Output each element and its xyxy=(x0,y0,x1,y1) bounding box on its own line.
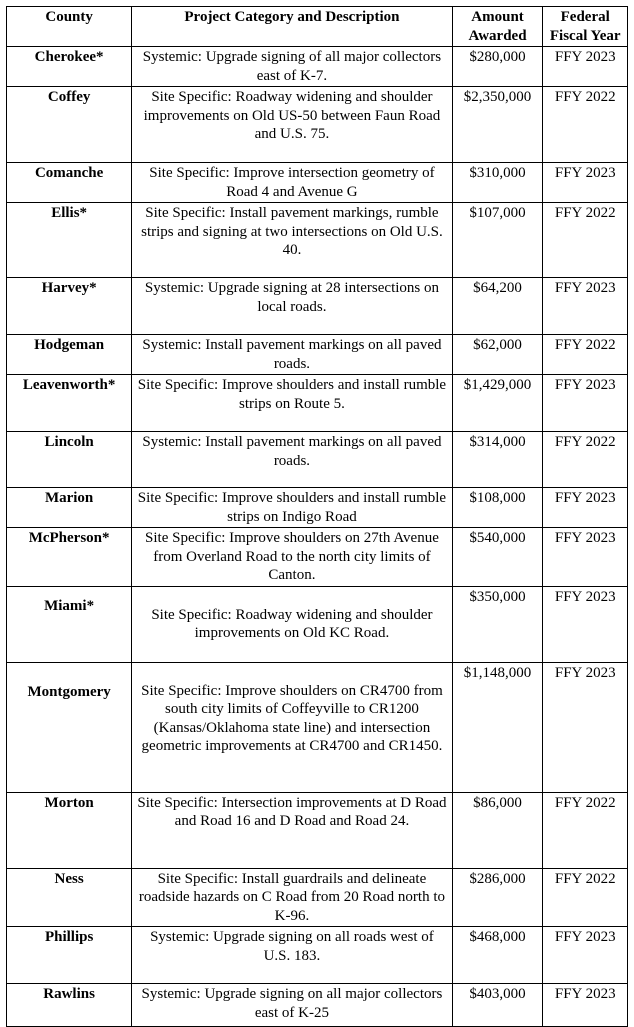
description-cell: Systemic: Upgrade signing on all major collectors east of K-25 xyxy=(132,984,452,1027)
description-cell: Site Specific: Improve shoulders and install rumble strips on Route 5. xyxy=(132,375,452,432)
year-cell: FFY 2023 xyxy=(543,278,628,335)
table-row xyxy=(7,927,628,984)
table-row xyxy=(7,662,628,792)
county-cell: Coffey xyxy=(7,87,132,163)
description-cell: Systemic: Upgrade signing on all roads west of U.S. 183. xyxy=(132,927,452,984)
table-row xyxy=(7,432,628,488)
table-row xyxy=(7,528,628,587)
description-cell: Systemic: Install pavement markings on all paved roads. xyxy=(132,432,452,488)
description-cell: Systemic: Upgrade signing at 28 intersections on local roads. xyxy=(132,278,452,335)
year-cell: FFY 2023 xyxy=(543,488,628,528)
county-cell: Comanche xyxy=(7,163,132,203)
description-cell: Site Specific: Improve intersection geometry of Road 4 and Avenue G xyxy=(132,163,452,203)
description-cell: Site Specific: Improve shoulders on 27th Avenue from Overland Road to the north city limits of Canton. xyxy=(132,528,452,587)
county-cell: Harvey* xyxy=(7,278,132,335)
county-cell: Marion xyxy=(7,488,132,528)
year-cell: FFY 2023 xyxy=(543,586,628,662)
amount-cell: $310,000 xyxy=(452,163,543,203)
header-description: Project Category and Description xyxy=(132,7,452,47)
amount-cell: $2,350,000 xyxy=(452,87,543,163)
description-cell xyxy=(132,586,452,662)
amount-cell: $286,000 xyxy=(452,868,543,927)
description-text: Site Specific: Improve shoulders on CR4700 from south city limits of Coffeyville to CR1200 (Kansas/Oklahoma state line) and intersection geometric improvements at CR4700 and CR1450. xyxy=(141,682,443,754)
table-row xyxy=(7,586,628,662)
table-row xyxy=(7,163,628,203)
table-row xyxy=(7,87,628,163)
county-cell: Morton xyxy=(7,792,132,868)
table-row xyxy=(7,375,628,432)
description-cell: Site Specific: Install pavement markings, rumble strips and signing at two intersections on Old U.S. 40. xyxy=(132,203,452,278)
description-cell: Systemic: Install pavement markings on all paved roads. xyxy=(132,335,452,375)
county-cell: Montgomery xyxy=(7,662,132,792)
amount-cell: $64,200 xyxy=(452,278,543,335)
amount-cell: $403,000 xyxy=(452,984,543,1027)
description-text: Site Specific: Roadway widening and shoulder improvements on Old KC Road. xyxy=(151,606,433,641)
amount-cell: $62,000 xyxy=(452,335,543,375)
amount-cell: $314,000 xyxy=(452,432,543,488)
county-cell: Phillips xyxy=(7,927,132,984)
year-cell: FFY 2023 xyxy=(543,47,628,87)
amount-cell: $107,000 xyxy=(452,203,543,278)
amount-cell: $540,000 xyxy=(452,528,543,587)
amount-cell: $468,000 xyxy=(452,927,543,984)
header-amount: Amount Awarded xyxy=(452,7,543,47)
year-cell: FFY 2023 xyxy=(543,163,628,203)
table-row xyxy=(7,335,628,375)
table-row xyxy=(7,47,628,87)
amount-cell: $350,000 xyxy=(452,586,543,662)
table-row xyxy=(7,488,628,528)
amount-cell: $1,429,000 xyxy=(452,375,543,432)
table-row xyxy=(7,792,628,868)
description-cell xyxy=(132,662,452,792)
county-cell: Hodgeman xyxy=(7,335,132,375)
projects-table xyxy=(6,6,628,1027)
header-row xyxy=(7,7,628,47)
year-cell: FFY 2022 xyxy=(543,432,628,488)
county-cell: Miami* xyxy=(7,586,132,662)
year-cell: FFY 2022 xyxy=(543,868,628,927)
year-cell: FFY 2023 xyxy=(543,662,628,792)
description-cell: Site Specific: Improve shoulders and install rumble strips on Indigo Road xyxy=(132,488,452,528)
year-cell: FFY 2023 xyxy=(543,528,628,587)
description-cell: Site Specific: Intersection improvements at D Road and Road 16 and D Road and Road 24. xyxy=(132,792,452,868)
amount-cell: $86,000 xyxy=(452,792,543,868)
county-cell: Cherokee* xyxy=(7,47,132,87)
year-cell: FFY 2023 xyxy=(543,927,628,984)
description-cell: Site Specific: Install guardrails and delineate roadside hazards on C Road from 20 Road north to K-96. xyxy=(132,868,452,927)
year-cell: FFY 2022 xyxy=(543,792,628,868)
amount-cell: $108,000 xyxy=(452,488,543,528)
county-cell: Lincoln xyxy=(7,432,132,488)
description-cell: Systemic: Upgrade signing of all major collectors east of K-7. xyxy=(132,47,452,87)
table-row xyxy=(7,203,628,278)
county-cell: McPherson* xyxy=(7,528,132,587)
amount-cell: $1,148,000 xyxy=(452,662,543,792)
year-cell: FFY 2022 xyxy=(543,335,628,375)
county-cell: Ness xyxy=(7,868,132,927)
table-row xyxy=(7,868,628,927)
year-cell: FFY 2023 xyxy=(543,984,628,1027)
table-row xyxy=(7,278,628,335)
header-fiscal-year: Federal Fiscal Year xyxy=(543,7,628,47)
year-cell: FFY 2022 xyxy=(543,203,628,278)
county-cell: Rawlins xyxy=(7,984,132,1027)
year-cell: FFY 2022 xyxy=(543,87,628,163)
amount-cell: $280,000 xyxy=(452,47,543,87)
county-cell: Ellis* xyxy=(7,203,132,278)
header-county: County xyxy=(7,7,132,47)
description-cell: Site Specific: Roadway widening and shoulder improvements on Old US-50 between Faun Road and U.S. 75. xyxy=(132,87,452,163)
table-row xyxy=(7,984,628,1027)
county-cell: Leavenworth* xyxy=(7,375,132,432)
year-cell: FFY 2023 xyxy=(543,375,628,432)
